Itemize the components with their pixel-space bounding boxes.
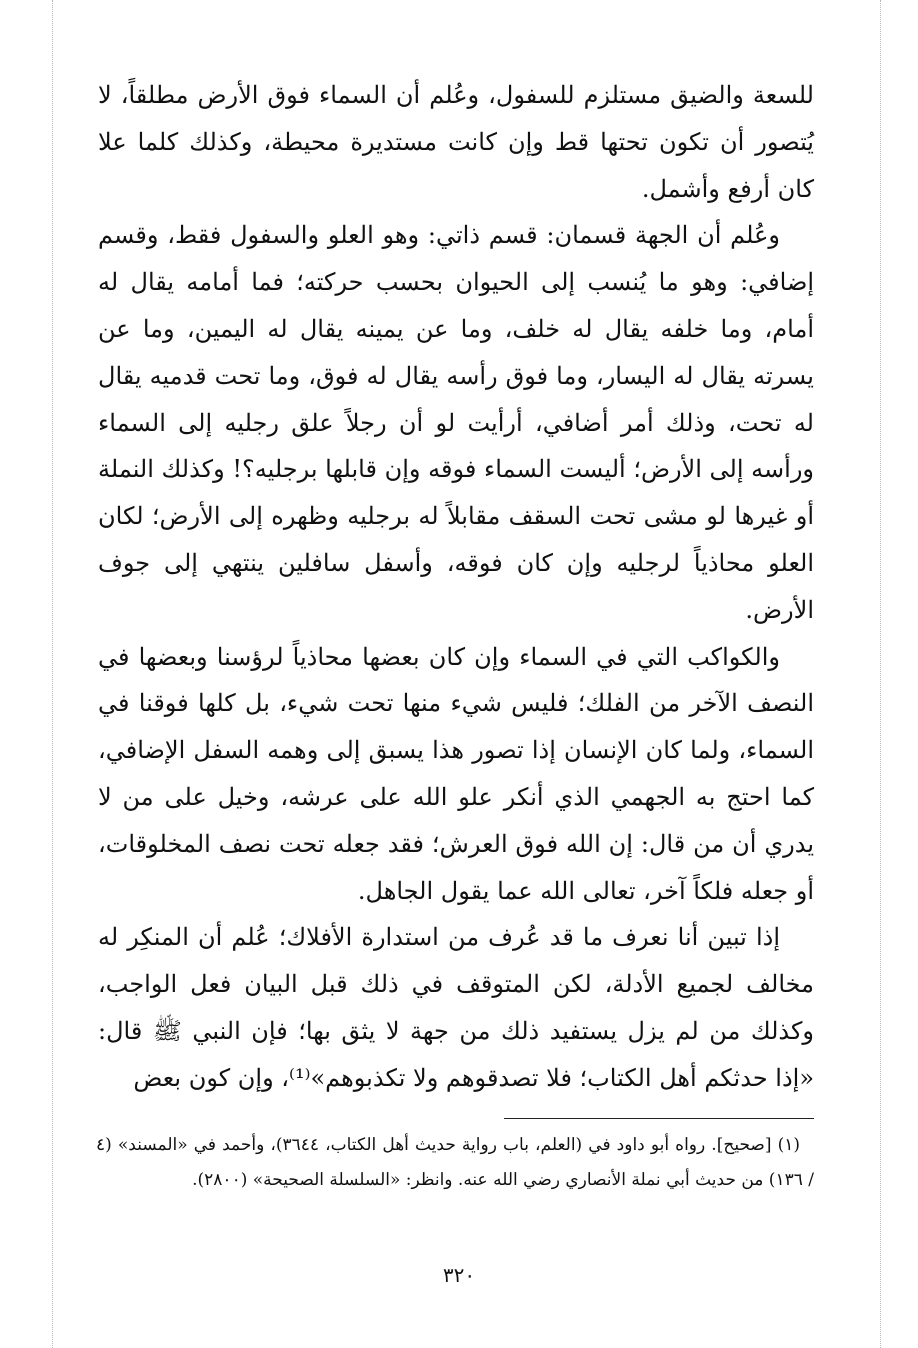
footnote-separator xyxy=(504,1118,814,1119)
scan-margin-dots-left xyxy=(52,0,53,1348)
footnote xyxy=(96,1128,814,1197)
page-number: ٣٢٠ xyxy=(442,1263,476,1287)
paragraph: وعُلم أن الجهة قسمان: قسم ذاتي: وهو العلو والسفول فقط، وقسم إضافي: وهو ما يُنسب إلى الحيوان بحسب حركته؛ فما أمامه يقال له أمام، وما خلفه يقال له خلف، وما عن يمينه يقال له اليمين، وما عن يسرته يقال له اليسار، وما فوق رأسه يقال له فوق، وما تحت قدميه يقال له تحت، وذلك أمر أضافي، أرأيت لو أن رجلاً علق رجليه إلى السماء ورأسه إلى الأرض؛ أليست السماء فوقه وإن قابلها برجليه؟! وكذلك النملة أو غيرها لو مشى تحت السقف مقابلاً له برجليه وظهره إلى الأرض؛ لكان العلو محاذياً لرجليه وإن كان فوقه، وأسفل سافلين ينتهي إلى جوف الأرض. xyxy=(98,221,814,624)
body-text xyxy=(98,72,814,1102)
paragraph: والكواكب التي في السماء وإن كان بعضها محاذياً لرؤسنا وبعضها في النصف الآخر من الفلك؛ فليس شيء منها تحت شيء، بل كلها فوقنا في السماء، ولما كان الإنسان إذا تصور هذا يسبق إلى وهمه السفل الإضافي، كما احتج به الجهمي الذي أنكر علو الله على عرشه، وخيل على من لا يدري أن من قال: إن الله فوق العرش؛ فقد جعله تحت نصف المخلوقات، أو جعله فلكاً آخر، تعالى الله عما يقول الجاهل. xyxy=(98,642,814,905)
paragraph: للسعة والضيق مستلزم للسفول، وعُلم أن السماء فوق الأرض مطلقاً، لا يُتصور أن تكون تحتها قط وإن كانت مستديرة محيطة، وكذلك كلما علا كان أرفع وأشمل. xyxy=(98,81,814,203)
footnote-text: (١) [صحيح]. رواه أبو داود في (العلم، باب رواية حديث أهل الكتاب، ٣٦٤٤)، وأحمد في «المسند» (٤ / ١٣٦) من حديث أبي نملة الأنصاري رضي الله عنه. وانظر: «السلسلة الصحيحة» (٢٨٠٠). xyxy=(96,1135,814,1190)
paragraph: إذا تبين أنا نعرف ما قد عُرف من استدارة الأفلاك؛ عُلم أن المنكِر له مخالف لجميع الأدلة، لكن المتوقف في ذلك قبل البيان فعل الواجب، وكذلك من لم يزل يستفيد ذلك من جهة لا يثق بها؛ فإن النبي ﷺ قال: «إذا حدثكم أهل الكتاب؛ فلا تصدقوهم ولا تكذبوهم»⁽¹⁾، وإن كون بعض xyxy=(98,923,814,1092)
scan-margin-dots-right xyxy=(880,0,881,1348)
